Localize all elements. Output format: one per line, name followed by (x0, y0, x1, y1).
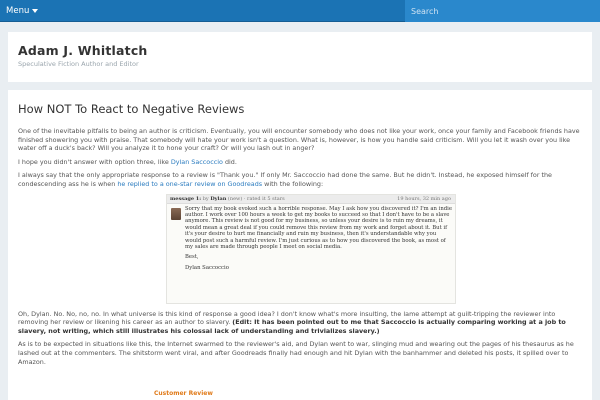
goodreads-review-link[interactable]: he replied to a one-star review on Goodreads (117, 179, 263, 188)
message-by: by (202, 195, 209, 202)
paragraph-2 (18, 158, 584, 167)
paragraph-4 (18, 310, 584, 336)
top-nav-bar (0, 0, 600, 22)
edit-note: (Edit: It has been pointed out to me that Saccoccio is actually comparing working at a job to slavery, not writing, which still illustrates his colossal lack of understanding and trivializes slavery.) (18, 318, 566, 335)
text-span: did. (222, 157, 237, 166)
message-number: message 1: (170, 195, 202, 202)
message-text (185, 206, 453, 276)
post-article (8, 90, 592, 400)
message-signoff: Best, (185, 254, 199, 261)
message-paragraph: Sorry that my book evoked such a horrible response. May I ask how you discovered it? I'm an indie author. I work over 100 hours a week to get my books to succeed so that I don't have to be a slave anymore. This review is not good for my business, so unless your desire is to ruin my dreams, it would mean a great deal if you could remove this review from my work and forget about it. But if it's your desire to hurt me financially and ruin my business, then it's understandable why you would post such a harmful review. I'm just curious as to how you discovered the book, as most of my sales are made through people I meet on social media. (185, 205, 452, 250)
avatar (171, 208, 181, 220)
message-time: 19 hours, 32 min ago (397, 195, 451, 202)
site-header (8, 32, 592, 82)
menu-label: Menu (6, 6, 30, 16)
text-span: Oh, Dylan. No. No, no, no. In what universe is this kind of response a good idea? I don't know what's more insulting, the lame attempt at guilt-tripping the reviewer into removing her review or likening his career as an author to slavery. (18, 309, 556, 327)
dylan-saccoccio-link[interactable]: Dylan Saccoccio (170, 157, 223, 166)
customer-review-label: Customer Review (154, 390, 213, 397)
site-title[interactable]: Adam J. Whitlatch (18, 43, 148, 58)
caret-down-icon (32, 9, 38, 13)
text-span: I hope you didn't answer with option three, like (18, 157, 171, 166)
post-body (18, 127, 584, 371)
site-tagline: Speculative Fiction Author and Editor (18, 60, 139, 68)
post-title[interactable]: How NOT To React to Negative Reviews (18, 102, 245, 116)
goodreads-message-screenshot (166, 194, 456, 304)
message-signature: Dylan Saccoccio (185, 264, 229, 271)
search-input[interactable] (405, 0, 600, 22)
text-span: I always say that the only appropriate response to a review is "Thank you." If only Mr. Saccoccio had done the same. But he didn't. Instead, he exposed himself for the condescending ass he is when (18, 171, 552, 188)
message-meta: (new) · rated it 5 stars (227, 195, 285, 202)
message-header (167, 195, 455, 204)
paragraph-1: One of the inevitable pitfalls to being an author is criticism. Eventually, you will encounter somebody who does not like your work, once your family and Facebook friends have finished showering you with praise. That somebody will hate your work isn't a question. What is, however, is how you handle said criticism. Will you let it wash over you like water off a duck's back? Will you analyze it to hone your craft? Or will you lash out in anger? (18, 127, 580, 153)
message-author: Dylan (210, 195, 227, 202)
paragraph-3 (18, 171, 584, 188)
menu-button[interactable] (6, 0, 38, 22)
paragraph-5: As is to be expected in situations like this, the Internet swarmed to the reviewer's aid, and Dylan went to war, slinging mud and wearing out the pages of his thesaurus as he lashed out at the commenters. The shitstorm went viral, and after Goodreads finally had enough and hit Dylan with the banhammer and deleted his posts, it spilled over to Amazon. (18, 340, 574, 366)
text-span: with the following: (262, 179, 324, 188)
